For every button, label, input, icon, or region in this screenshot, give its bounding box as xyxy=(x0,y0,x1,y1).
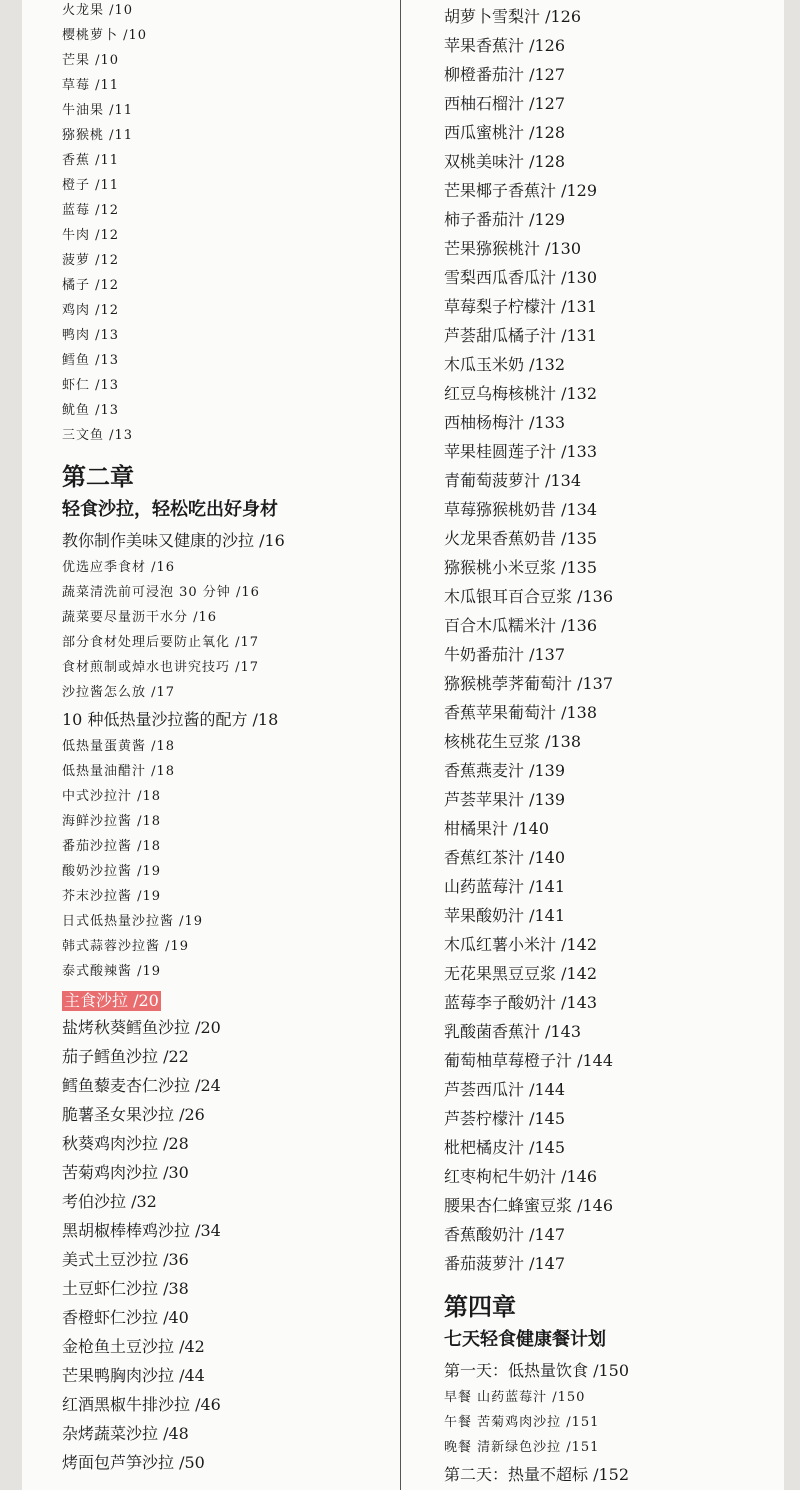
toc-entry[interactable]: 腰果杏仁蜂蜜豆浆 /146 xyxy=(444,1196,614,1215)
toc-entry[interactable]: 葡萄柚草莓橙子汁 /144 xyxy=(444,1051,614,1070)
toc-entry[interactable]: 金枪鱼土豆沙拉 /42 xyxy=(62,1337,205,1356)
toc-subentry[interactable]: 晚餐 清新绿色沙拉 /151 xyxy=(444,1440,600,1455)
toc-entry[interactable]: 柳橙番茄汁 /127 xyxy=(444,65,566,84)
toc-entry[interactable]: 芦荟西瓜汁 /144 xyxy=(444,1080,566,1099)
toc-entry[interactable]: 西柚石榴汁 /127 xyxy=(444,94,566,113)
toc-entry[interactable]: 10 种低热量沙拉酱的配方 /18 xyxy=(62,710,279,729)
toc-subentry[interactable]: 低热量蛋黄酱 /18 xyxy=(62,739,176,754)
toc-entry[interactable]: 草莓猕猴桃奶昔 /134 xyxy=(444,500,598,519)
toc-subentry[interactable]: 中式沙拉汁 /18 xyxy=(62,789,162,804)
toc-subentry[interactable]: 鸡肉 /12 xyxy=(62,303,120,318)
toc-subentry[interactable]: 菠萝 /12 xyxy=(62,253,120,268)
toc-entry[interactable]: 芒果鸭胸肉沙拉 /44 xyxy=(62,1366,205,1385)
toc-entry[interactable]: 柿子番茄汁 /129 xyxy=(444,210,566,229)
toc-subentry[interactable]: 部分食材处理后要防止氧化 /17 xyxy=(62,635,260,650)
toc-entry[interactable]: 苹果酸奶汁 /141 xyxy=(444,906,566,925)
toc-entry[interactable]: 牛奶番茄汁 /137 xyxy=(444,645,566,664)
chapter-gap xyxy=(62,449,392,457)
toc-entry[interactable]: 香蕉酸奶汁 /147 xyxy=(444,1225,566,1244)
toc-entry[interactable]: 秋葵鸡肉沙拉 /28 xyxy=(62,1134,189,1153)
toc-subentry[interactable]: 草莓 /11 xyxy=(62,78,120,93)
toc-subentry[interactable]: 优选应季食材 /16 xyxy=(62,560,176,575)
toc-entry[interactable]: 苦菊鸡肉沙拉 /30 xyxy=(62,1163,189,1182)
toc-right-column xyxy=(444,3,784,1490)
toc-entry[interactable]: 木瓜银耳百合豆浆 /136 xyxy=(444,587,614,606)
toc-entry[interactable]: 美式土豆沙拉 /36 xyxy=(62,1250,189,1269)
toc-subentry[interactable]: 早餐 山药蓝莓汁 /150 xyxy=(444,1390,586,1405)
toc-entry[interactable]: 红酒黑椒牛排沙拉 /46 xyxy=(62,1395,221,1414)
toc-subentry[interactable]: 日式低热量沙拉酱 /19 xyxy=(62,914,204,929)
toc-entry[interactable]: 山药蓝莓汁 /141 xyxy=(444,877,566,896)
toc-entry[interactable]: 木瓜红薯小米汁 /142 xyxy=(444,935,598,954)
toc-entry[interactable]: 无花果黑豆豆浆 /142 xyxy=(444,964,598,983)
toc-entry[interactable]: 火龙果香蕉奶昔 /135 xyxy=(444,529,598,548)
toc-entry[interactable]: 烤面包芦笋沙拉 /50 xyxy=(62,1453,205,1472)
toc-entry[interactable]: 猕猴桃荸荠葡萄汁 /137 xyxy=(444,674,614,693)
toc-subentry[interactable]: 芥末沙拉酱 /19 xyxy=(62,889,162,904)
toc-subentry[interactable]: 鸭肉 /13 xyxy=(62,328,120,343)
toc-entry[interactable]: 土豆虾仁沙拉 /38 xyxy=(62,1279,189,1298)
toc-entry[interactable]: 木瓜玉米奶 /132 xyxy=(444,355,566,374)
toc-entry[interactable]: 考伯沙拉 /32 xyxy=(62,1192,157,1211)
toc-subentry[interactable]: 芒果 /10 xyxy=(62,53,120,68)
toc-subentry[interactable]: 猕猴桃 /11 xyxy=(62,128,134,143)
toc-subentry[interactable]: 蓝莓 /12 xyxy=(62,203,120,218)
toc-entry[interactable]: 第一天：低热量饮食 /150 xyxy=(444,1361,630,1380)
toc-subentry[interactable]: 酸奶沙拉酱 /19 xyxy=(62,864,162,879)
toc-subentry[interactable]: 沙拉酱怎么放 /17 xyxy=(62,685,176,700)
toc-entry[interactable]: 香蕉红茶汁 /140 xyxy=(444,848,566,867)
toc-entry[interactable]: 芒果椰子香蕉汁 /129 xyxy=(444,181,598,200)
toc-entry[interactable]: 教你制作美味又健康的沙拉 /16 xyxy=(62,531,285,550)
toc-entry[interactable]: 西瓜蜜桃汁 /128 xyxy=(444,123,566,142)
toc-entry[interactable]: 胡萝卜雪梨汁 /126 xyxy=(444,7,582,26)
toc-subentry[interactable]: 樱桃萝卜 /10 xyxy=(62,28,148,43)
toc-entry-highlighted[interactable] xyxy=(62,985,392,1014)
toc-entry[interactable]: 香橙虾仁沙拉 /40 xyxy=(62,1308,189,1327)
toc-subentry[interactable]: 鱿鱼 /13 xyxy=(62,403,120,418)
chapter-subtitle: 七天轻食健康餐计划 xyxy=(444,1329,606,1350)
toc-entry[interactable]: 第二天：热量不超标 /152 xyxy=(444,1465,630,1484)
toc-subentry[interactable]: 韩式蒜蓉沙拉酱 /19 xyxy=(62,939,190,954)
toc-subentry[interactable]: 蔬菜要尽量沥干水分 /16 xyxy=(62,610,218,625)
toc-left-column xyxy=(62,0,392,1478)
toc-entry[interactable]: 青葡萄菠萝汁 /134 xyxy=(444,471,582,490)
toc-entry[interactable]: 茄子鳕鱼沙拉 /22 xyxy=(62,1047,189,1066)
toc-subentry[interactable]: 鳕鱼 /13 xyxy=(62,353,120,368)
toc-entry[interactable]: 百合木瓜糯米汁 /136 xyxy=(444,616,598,635)
toc-subentry[interactable]: 牛油果 /11 xyxy=(62,103,134,118)
toc-entry[interactable]: 脆薯圣女果沙拉 /26 xyxy=(62,1105,205,1124)
toc-entry[interactable]: 柑橘果汁 /140 xyxy=(444,819,550,838)
toc-entry[interactable]: 猕猴桃小米豆浆 /135 xyxy=(444,558,598,577)
chapter-gap xyxy=(444,1279,784,1287)
toc-subentry[interactable]: 火龙果 /10 xyxy=(62,3,134,18)
toc-entry[interactable]: 核桃花生豆浆 /138 xyxy=(444,732,582,751)
toc-subentry[interactable]: 牛肉 /12 xyxy=(62,228,120,243)
toc-entry[interactable]: 鳕鱼藜麦杏仁沙拉 /24 xyxy=(62,1076,221,1095)
toc-subentry[interactable]: 食材煎制或焯水也讲究技巧 /17 xyxy=(62,660,260,675)
chapter-subtitle: 轻食沙拉，轻松吃出好身材 xyxy=(62,499,278,520)
toc-entry[interactable]: 黑胡椒棒棒鸡沙拉 /34 xyxy=(62,1221,221,1240)
toc-entry[interactable]: 番茄菠萝汁 /147 xyxy=(444,1254,566,1273)
toc-subentry[interactable]: 泰式酸辣酱 /19 xyxy=(62,964,162,979)
toc-entry[interactable]: 盐烤秋葵鳕鱼沙拉 /20 xyxy=(62,1018,221,1037)
toc-entry[interactable]: 双桃美味汁 /128 xyxy=(444,152,566,171)
chapter-heading: 第二章 xyxy=(62,463,134,491)
toc-subentry[interactable]: 橙子 /11 xyxy=(62,178,120,193)
toc-entry[interactable]: 香蕉燕麦汁 /139 xyxy=(444,761,566,780)
toc-entry-label: 主食沙拉 /20 xyxy=(64,991,159,1010)
toc-entry[interactable]: 蓝莓李子酸奶汁 /143 xyxy=(444,993,598,1012)
toc-subentry[interactable]: 番茄沙拉酱 /18 xyxy=(62,839,162,854)
toc-entry[interactable]: 芒果猕猴桃汁 /130 xyxy=(444,239,582,258)
column-divider xyxy=(400,0,401,1490)
toc-entry[interactable]: 苹果香蕉汁 /126 xyxy=(444,36,566,55)
toc-subentry[interactable]: 海鲜沙拉酱 /18 xyxy=(62,814,162,829)
toc-entry[interactable]: 芦荟柠檬汁 /145 xyxy=(444,1109,566,1128)
toc-subentry[interactable]: 低热量油醋汁 /18 xyxy=(62,764,176,779)
toc-subentry[interactable]: 虾仁 /13 xyxy=(62,378,120,393)
toc-entry[interactable]: 杂烤蔬菜沙拉 /48 xyxy=(62,1424,189,1443)
toc-subentry[interactable]: 午餐 苦菊鸡肉沙拉 /151 xyxy=(444,1415,600,1430)
toc-entry[interactable]: 乳酸菌香蕉汁 /143 xyxy=(444,1022,582,1041)
chapter-heading: 第四章 xyxy=(444,1293,516,1321)
toc-entry[interactable]: 红豆乌梅核桃汁 /132 xyxy=(444,384,598,403)
toc-entry[interactable]: 红枣枸杞牛奶汁 /146 xyxy=(444,1167,598,1186)
toc-entry[interactable]: 枇杷橘皮汁 /145 xyxy=(444,1138,566,1157)
toc-entry[interactable]: 芦荟苹果汁 /139 xyxy=(444,790,566,809)
toc-subentry[interactable]: 橘子 /12 xyxy=(62,278,120,293)
toc-subentry[interactable]: 蔬菜清洗前可浸泡 30 分钟 /16 xyxy=(62,585,260,600)
toc-subentry[interactable]: 香蕉 /11 xyxy=(62,153,120,168)
toc-subentry[interactable]: 三文鱼 /13 xyxy=(62,428,134,443)
toc-entry[interactable]: 芦荟甜瓜橘子汁 /131 xyxy=(444,326,598,345)
toc-entry[interactable]: 苹果桂圆莲子汁 /133 xyxy=(444,442,598,461)
toc-entry[interactable]: 香蕉苹果葡萄汁 /138 xyxy=(444,703,598,722)
toc-entry[interactable]: 西柚杨梅汁 /133 xyxy=(444,413,566,432)
toc-entry[interactable]: 雪梨西瓜香瓜汁 /130 xyxy=(444,268,598,287)
toc-entry[interactable]: 草莓梨子柠檬汁 /131 xyxy=(444,297,598,316)
